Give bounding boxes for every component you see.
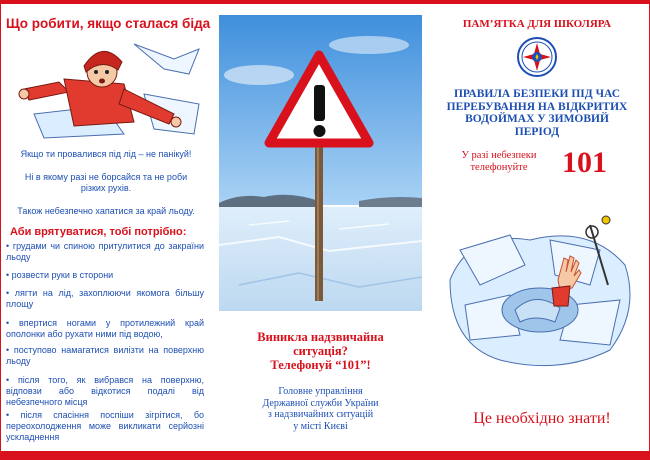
must-know-text: Це необхідно знати! bbox=[473, 410, 611, 427]
panic-text: Якщо ти провалився під лід – не панікуй! bbox=[20, 149, 192, 159]
org-line-3: з надзвичайних ситуацій bbox=[267, 409, 374, 420]
emergency-line-1: Виникла надзвичайна bbox=[257, 330, 384, 344]
drowning-child-illustration bbox=[14, 34, 204, 144]
memo-title: ПАМ’ЯТКА ДЛЯ ШКОЛЯРА bbox=[462, 18, 612, 30]
ice-edge-text: Також небезпечно хапатися за край льоду. bbox=[17, 206, 195, 216]
call-line-1: У разі небезпеки bbox=[461, 150, 537, 161]
warning-sign-photo bbox=[219, 15, 422, 311]
rules-line-2: ПЕРЕБУВАННЯ НА ВІДКРИТИХ bbox=[446, 100, 628, 113]
emergency-phone-number: 101 bbox=[562, 146, 607, 179]
rescue-subtitle: Аби врятуватися, тобі потрібно: bbox=[10, 226, 187, 238]
list-item: • лягти на лід, захоплюючи якомога більшу площу bbox=[6, 288, 204, 309]
list-item: • після спасіння поспіши зігрітися, бо переохолодження може викликати серйозні ускладнення bbox=[6, 410, 204, 442]
no-struggle-text: Ні в якому разі не борсайся та не роби різких рухів. bbox=[24, 172, 188, 193]
emergency-service-emblem-icon bbox=[517, 37, 557, 77]
list-item: • поступово намагатися вилізти на поверхню льоду bbox=[6, 345, 204, 366]
organization-block bbox=[219, 386, 422, 432]
rules-line-1: ПРАВИЛА БЕЗПЕКИ ПІД ЧАС bbox=[453, 88, 621, 100]
rules-heading bbox=[442, 88, 632, 138]
ice-hole-illustration bbox=[440, 210, 640, 375]
emergency-line-3: Телефонуй “101”! bbox=[270, 358, 371, 372]
org-line-4: у місті Києві bbox=[293, 420, 348, 432]
rules-line-3: ВОДОЙМАХ У ЗИМОВИЙ bbox=[465, 113, 609, 125]
call-line-2: телефонуйте bbox=[470, 162, 528, 173]
org-line-2: Державної служби України bbox=[262, 397, 379, 409]
emergency-call-text bbox=[219, 330, 422, 372]
org-line-1: Головне управління bbox=[278, 386, 363, 397]
list-item: • після того, як вибрався на поверхню, відповзи або відкотися подалі від небезпечного місця bbox=[6, 375, 204, 407]
list-item: • грудами чи спиною притулитися до закраїни льоду bbox=[6, 241, 204, 262]
left-panel-title: Що робити, якщо сталася біда bbox=[6, 16, 211, 31]
left-panel bbox=[0, 4, 214, 450]
rules-line-4: ПЕРІОД bbox=[514, 125, 560, 138]
call-prompt bbox=[444, 150, 554, 174]
bottom-red-band bbox=[0, 452, 650, 460]
emergency-line-2: ситуація? bbox=[293, 344, 348, 358]
list-item: • впертися ногами у протилежний край ополонки або рухати ними під водою, bbox=[6, 318, 204, 339]
list-item: • розвести руки в сторони bbox=[6, 270, 114, 280]
